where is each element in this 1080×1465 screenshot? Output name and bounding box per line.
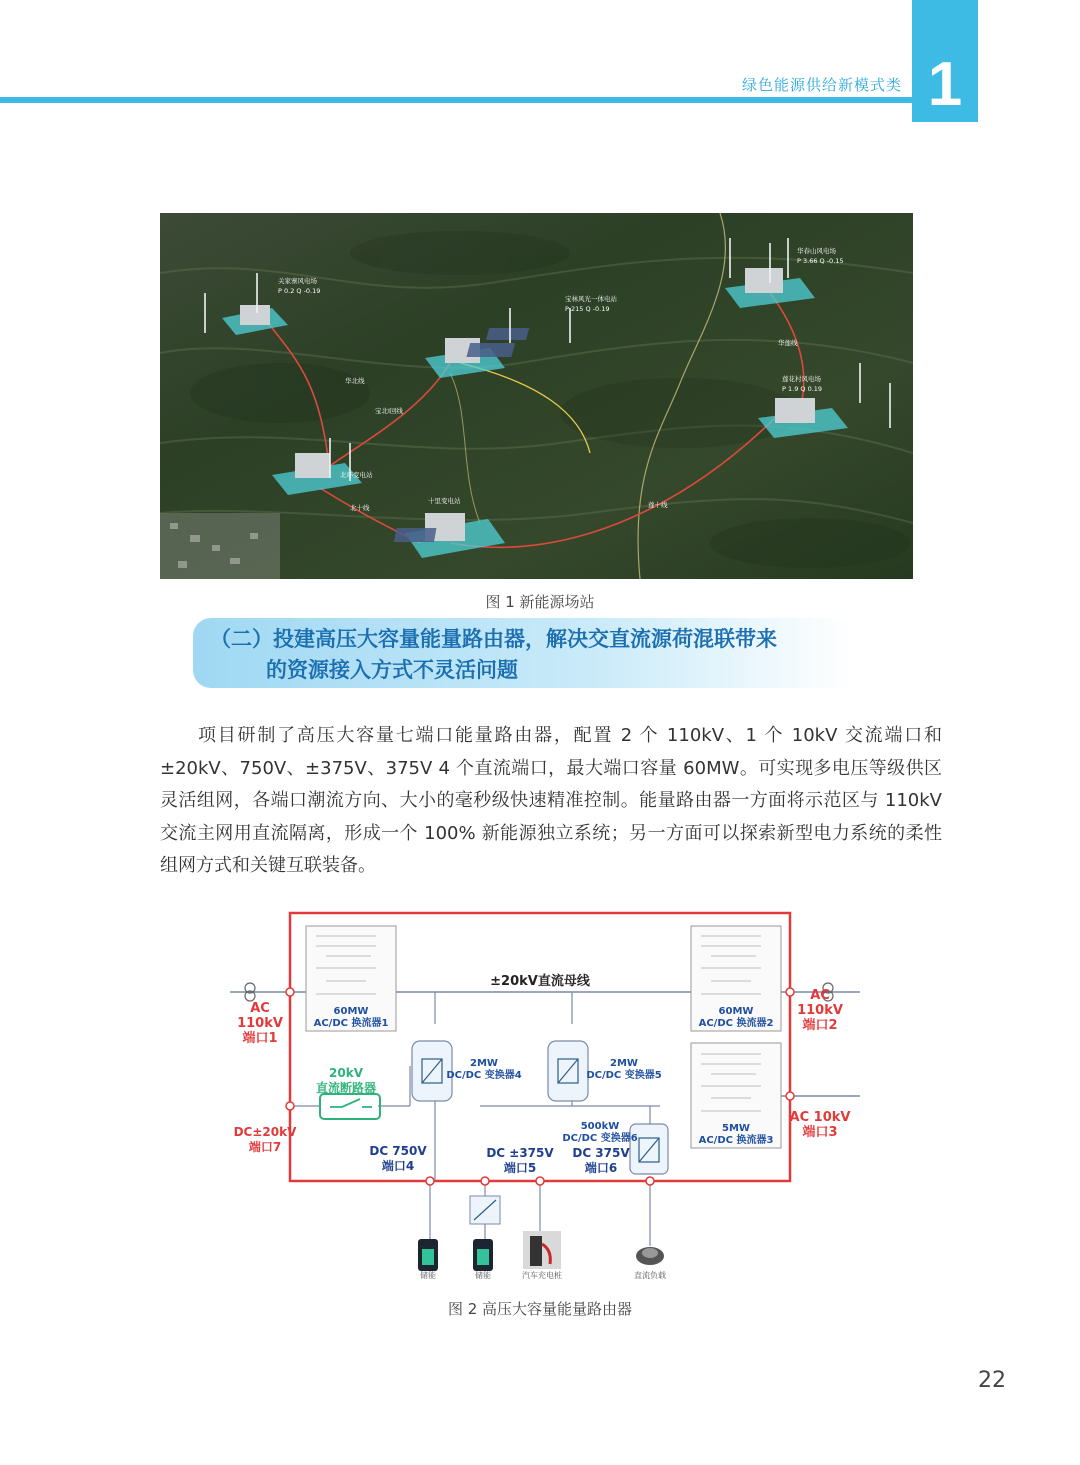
- fig2-port5-line-2: 端口5: [503, 1161, 537, 1175]
- fig2-conv2-mw: 60MW: [718, 1006, 754, 1017]
- section-heading-line-1: （二）投建高压大容量能量路由器，解决交直流源荷混联带来: [210, 627, 777, 651]
- figure-2-caption: 图 2 高压大容量能量路由器: [447, 1300, 633, 1318]
- figure-2-energy-router-diagram: [230, 906, 860, 1291]
- fig2-port7-line-1: DC±20kV: [233, 1125, 297, 1139]
- fig2-dcdc6-name: DC/DC 变换器6: [562, 1133, 638, 1144]
- fig2-breaker-line-1: 20kV: [329, 1066, 363, 1080]
- fig1-label-line-5: 莲十线: [648, 501, 668, 509]
- figure-1-terrain-map: [160, 213, 913, 579]
- fig1-label-station-d: 莲花村风电场: [782, 375, 821, 383]
- fig1-label-station-e: 北环变电站: [340, 471, 373, 479]
- fig2-port4-line-2: 端口4: [381, 1159, 415, 1173]
- fig1-label-station-a-pq: P 0.2 Q -0.19: [278, 287, 321, 295]
- fig2-conv1-mw: 60MW: [333, 1006, 369, 1017]
- fig2-conv3-mw: 5MW: [722, 1123, 750, 1134]
- header-section-title: 绿色能源供给新模式类: [741, 76, 902, 94]
- header-rule: [0, 97, 912, 103]
- fig1-label-station-c-pq: P 3.66 Q -0.15: [797, 257, 844, 265]
- fig2-port2-line-2: 110kV: [797, 1003, 843, 1018]
- section-heading-line-2: 的资源接入方式不灵活问题: [266, 658, 518, 682]
- body-paragraph: 项目研制了高压大容量七端口能量路由器，配置 2 个 110kV、1 个 10kV 交流端口和±20kV、750V、±375V、375V 4 个直流端口，最大端口容量 60MW。可实现多电压等级供区灵活组网，各端口潮流方向、大小的毫秒级快速精准控制。能量路由器一方面将示范区与 110kV 交流主网用直流隔离，形成一个 100% 新能源独立系统；另一方面可以探索新型电力系统的柔性组网方式和关键互联装备。: [160, 725, 942, 876]
- fig2-conv1-name: AC/DC 换流器1: [313, 1018, 389, 1029]
- fig2-load-4: 直流负载: [634, 1271, 666, 1280]
- fig1-label-line-1: 华北线: [345, 377, 365, 385]
- fig2-dcdc5-name: DC/DC 变换器5: [586, 1070, 662, 1081]
- fig2-port6-line-1: DC 375V: [572, 1146, 630, 1160]
- fig2-port1-line-2: 110kV: [237, 1016, 283, 1031]
- figure-1-caption: 图 1 新能源场站: [485, 593, 595, 611]
- fig1-label-line-2: 宝北Ⅰ回线: [375, 407, 403, 415]
- fig1-label-station-b: 宝林风光一体电站: [565, 295, 617, 303]
- fig2-port3-line-1: AC 10kV: [789, 1110, 851, 1125]
- fig2-dcdc4-name: DC/DC 变换器4: [446, 1070, 522, 1081]
- fig1-label-line-3: 北十线: [350, 504, 370, 512]
- fig2-port2-line-1: AC: [810, 988, 830, 1003]
- fig2-dcdc4-mw: 2MW: [470, 1058, 498, 1069]
- fig2-breaker-line-2: 直流断路器: [315, 1081, 377, 1095]
- fig2-dcdc6-mw: 500kW: [580, 1121, 620, 1132]
- fig2-load-1: 储能: [420, 1271, 436, 1280]
- fig2-port4-line-1: DC 750V: [369, 1144, 427, 1158]
- fig1-label-station-d-pq: P 1.9 Q 0.19: [782, 385, 823, 393]
- fig2-port1-line-3: 端口1: [242, 1031, 278, 1046]
- fig2-port7-line-2: 端口7: [248, 1140, 282, 1154]
- fig2-conv3-name: AC/DC 换流器3: [698, 1135, 774, 1146]
- fig2-port3-line-2: 端口3: [802, 1125, 838, 1140]
- fig1-label-station-a: 关家寨风电场: [278, 277, 317, 285]
- fig1-label-line-4: 华莲线: [778, 339, 798, 347]
- fig2-conv2-name: AC/DC 换流器2: [698, 1018, 774, 1029]
- fig2-port6-line-2: 端口6: [584, 1161, 618, 1175]
- fig2-bus-label: ±20kV直流母线: [490, 974, 590, 989]
- page-number: 22: [978, 1368, 1006, 1393]
- chapter-number: 1: [927, 50, 963, 119]
- fig1-label-station-b-pq: P 215 Q -0.19: [565, 305, 610, 313]
- chapter-number-tab: [912, 0, 978, 122]
- fig2-port2-line-3: 端口2: [802, 1018, 838, 1033]
- fig2-load-3: 汽车充电桩: [522, 1271, 562, 1280]
- fig2-dcdc5-mw: 2MW: [610, 1058, 638, 1069]
- section-heading: [210, 624, 777, 686]
- fig2-port1-line-1: AC: [250, 1001, 270, 1016]
- fig2-load-2: 储能: [475, 1271, 491, 1280]
- fig1-label-station-c: 华春山风电场: [797, 247, 836, 255]
- fig1-label-station-f: 十里变电站: [428, 497, 461, 505]
- fig2-port5-line-1: DC ±375V: [486, 1146, 554, 1160]
